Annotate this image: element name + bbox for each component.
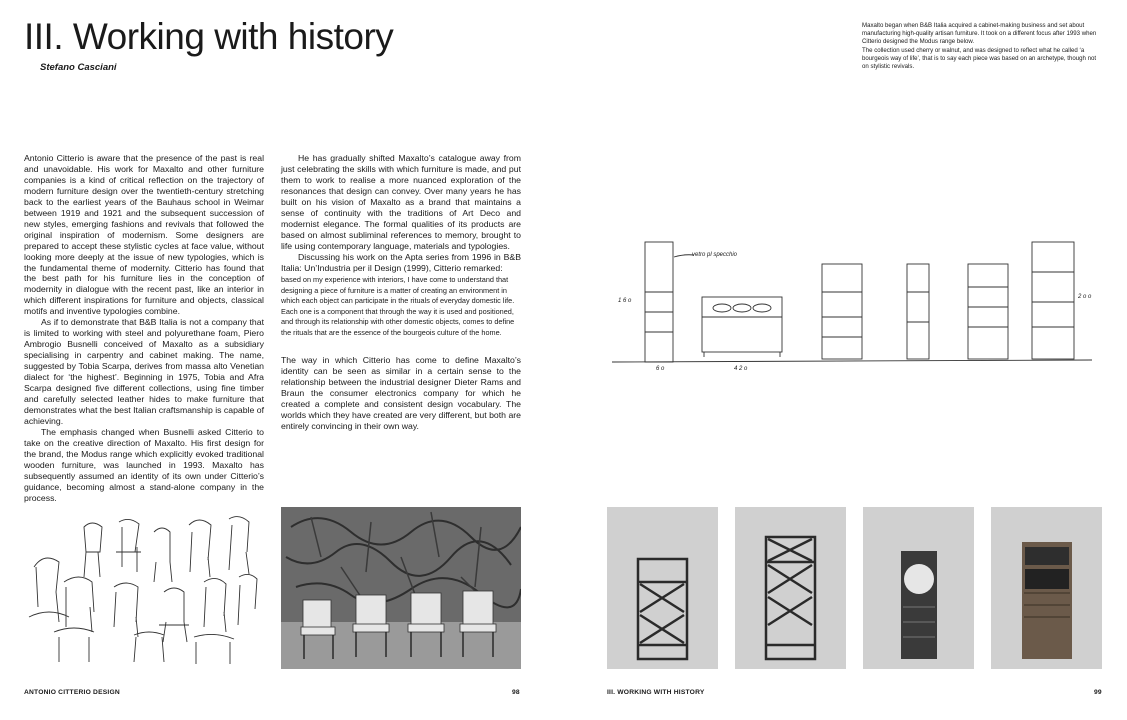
paragraph: As if to demonstrate that B&B Italia is not a company that is limited to working with steel and polyurethane foam, Piero Ambrogio Busnelli conceived of Maxalto as a subsidiary specialising in carpentry and cabinet making. The name, suggested by Tobia Scarpa, derives from massa alto Venetian dialect for ‘the highest’. Beginning in 1975, Tobia and Afra Scarpa designed five different collections, using fine timber and carefully selected leather hides to make furniture that demonstrates what the best Italian craftsmanship is capable of achieving. (24, 317, 265, 426)
author-byline: Stefano Casciani (40, 62, 117, 73)
sketch-annotation: 1 6 o (618, 298, 632, 304)
cabinet-photo-1 (607, 507, 718, 669)
sketch-annotation: 2 o o (1078, 294, 1092, 300)
paragraph: The way in which Citterio has come to define Maxalto’s identity can be seen as similar in a certain sense to the relationship between the industrial designer Dieter Rams and Braun the consumer electronics company for which he created a complete and consistent design vocabulary. The worlds which they have created are very different, but both are entirely convincing in their own way. (281, 355, 521, 431)
text-column-1 (24, 153, 264, 504)
caption-line: The collection used cherry or walnut, and was designed to reflect what he called ‘a bourgeois way of life’, that is to say each piece was based on an archetype, though not on stylistic revivals. (862, 46, 1097, 71)
page-title: III. Working with history (24, 16, 394, 57)
sketch-annotation: vetro pl specchio (692, 252, 738, 258)
chair-sketches-image (24, 507, 268, 669)
paragraph: He has gradually shifted Maxalto’s catalogue away from just celebrating the skills with which furniture is made, and put them to work to realise a more nuanced exploration of the resonances that design can convey. Over many years he has built on his vision of Maxalto as a brand that maintains a sense of continuity with the traditions of Art Deco and modernist elegance. The formal qualities of its products are based on almost subliminal references to memory, brought to life using contemporary language, materials and typologies. (281, 153, 521, 251)
cabinet-sketch-drawing (612, 232, 1102, 382)
caption-note (862, 22, 1104, 71)
paragraph: Antonio Citterio is aware that the presence of the past is real and unavoidable. His work for Maxalto and other furniture companies is a kind of critical reflection on the trajectory of modern furniture design over the twentieth-century stretching back to the earliest years of the Bauhaus school in Weimar between 1919 and 1921 and the subsequent succession of new styles, emerging fashions and revivals that followed the original inspiration of modernism. Some designers are prepared to accept these stylistic cycles at face value, without looking more deeply at the issue of new typologies, which is the fundamental theme of modernity. Citterio has found that the best path for his furniture lies in the conception of modernity in dialogue with the recent past, like an interior in which different inspirations for furniture and objects, classical motifs and inventive typologies combine. (24, 153, 264, 317)
page-number: 99 (1094, 689, 1102, 696)
sketch-annotation: 4 2 o (734, 366, 748, 372)
chairs-mural-photo (281, 507, 521, 669)
text-column-2 (281, 153, 521, 273)
page-number: 98 (512, 689, 520, 696)
cabinet-photo-4 (991, 507, 1102, 669)
paragraph: The emphasis changed when Busnelli asked Citterio to take on the creative direction of Maxalto. His first design for the brand, the Modus range which explicitly evoked traditional wooden furniture, was launched in 1993. Maxalto has subsequently assumed an identity of its own under Citterio’s guidance, becoming almost a stand-alone company in the process. (24, 426, 264, 503)
block-quote: based on my experience with interiors, I have come to understand that designing a piece of furniture is a matter of creating an environment in which each object can participate in the rituals of everyday domestic life. Each one is a component that through the way it is used and positioned, and through its relationship with other domestic objects, comes to define the rituals that are the essence of the bourgeois culture of the home. (281, 275, 515, 337)
caption-line: Maxalto began when B&B Italia acquired a cabinet-making business and set about manufacturing high-quality artisan furniture. It took on a different focus after 1993 when Citterio designed the Modus range below. (862, 22, 1097, 46)
footer-running-title: ANTONIO CITTERIO DESIGN (24, 689, 120, 696)
paragraph: Discussing his work on the Apta series from 1996 in B&B Italia: Un’Industria per il Design (1999), Citterio remarked: (281, 251, 521, 273)
cabinet-photo-2 (735, 507, 846, 669)
footer-running-title: III. WORKING WITH HISTORY (607, 689, 705, 696)
sketch-annotation: 6 o (656, 366, 665, 372)
cabinet-photo-3 (863, 507, 974, 669)
